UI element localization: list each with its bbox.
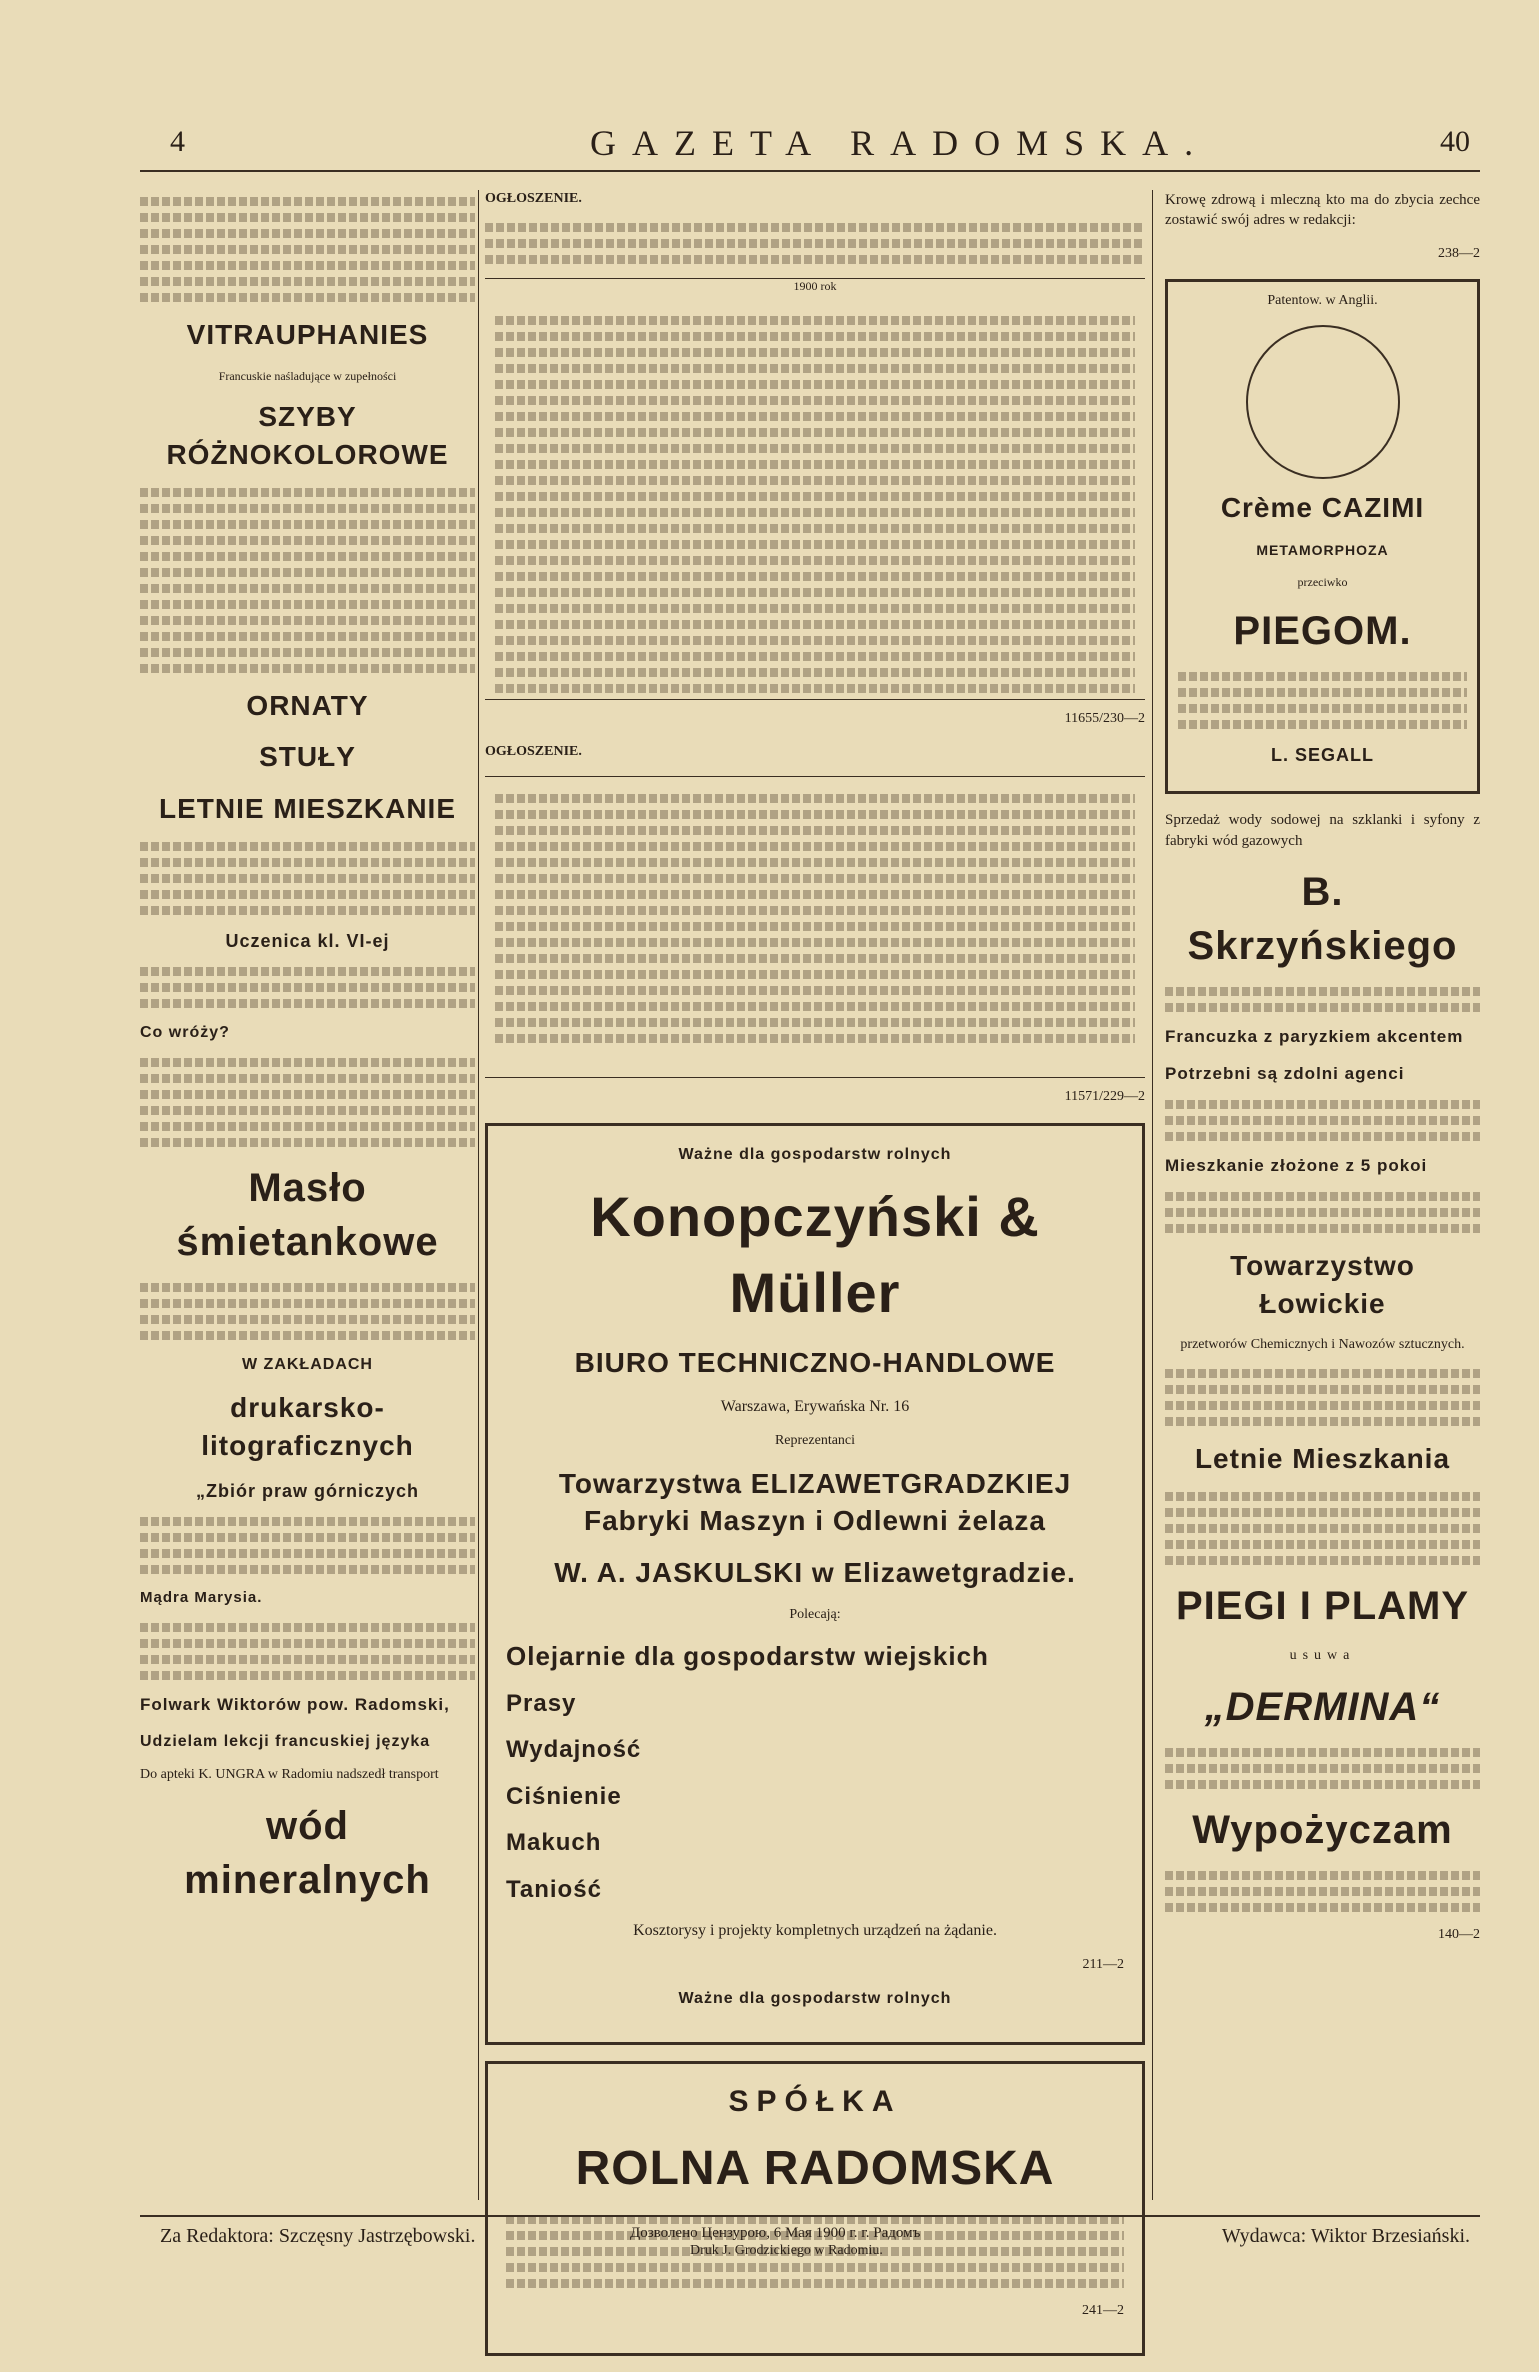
ad-body <box>140 488 475 673</box>
text: Prasy <box>506 1690 577 1717</box>
ad-heading: Letnie Mieszkania <box>1194 1443 1451 1475</box>
ad-ref: 140—2 <box>1438 1926 1480 1942</box>
ad-heading: ROLNA RADOMSKA <box>575 2141 1055 2195</box>
ad-heading: SZYBY RÓŻNOKOLOROWE <box>166 400 449 470</box>
text: W. A. JASKULSKI w Elizawetgradzie. <box>554 1557 1076 1589</box>
text: usuwa <box>1289 1648 1356 1664</box>
footer-censor: Дозволено Цензурою, 6 Мая 1900 г. г. Радомъ <box>630 2225 921 2241</box>
konopczynski-ad <box>485 1123 1145 2045</box>
ad-heading: Mieszkanie złożone z 5 pokoi <box>1165 1155 1428 1175</box>
ad-heading: LETNIE MIESZKANIE <box>158 793 456 825</box>
ad-body <box>1165 1192 1480 1233</box>
ad-body <box>1178 672 1467 729</box>
ad-heading: Masło śmietankowe <box>176 1165 439 1264</box>
announcement <box>485 743 1145 762</box>
announcement-ref: 11571/229—2 <box>1064 1088 1145 1104</box>
announcement <box>485 190 1145 209</box>
ad-body <box>1165 1369 1480 1426</box>
ad-body <box>1165 1492 1480 1565</box>
text: Reprezentanci <box>774 1432 856 1448</box>
ad-subheading: Francuskie naśladujące w zupełności <box>218 368 397 383</box>
ad-heading: W ZAKŁADACH <box>242 1355 373 1373</box>
newspaper-title: GAZETA RADOMSKA. <box>590 123 1210 163</box>
ad-heading: wód mineralnych <box>184 1804 431 1903</box>
cazimi-ad <box>1165 279 1480 794</box>
ad-heading: „Zbiór praw górniczych <box>195 1481 420 1502</box>
ad-heading: Crème CAZIMI <box>1220 492 1425 524</box>
ad-banner: Ważne dla gospodarstw rolnych <box>678 1990 952 2008</box>
anecdote-body <box>140 1623 475 1680</box>
ad-heading: Udzielam lekcji francuskiej języka <box>140 1732 431 1750</box>
ad-body: Krowę zdrową i mleczną kto ma do zbycia zechce zostawić swój adres w redakcji: <box>1165 192 1480 229</box>
portrait-emblem-icon <box>1246 325 1400 479</box>
ad-heading: VITRAUPHANIES <box>186 319 429 350</box>
ad-heading: B. Skrzyńskiego <box>1187 869 1458 968</box>
column-divider <box>1152 190 1153 2200</box>
announcement-ref: 11655/230—2 <box>1064 710 1145 726</box>
freight-table <box>485 776 1145 1078</box>
text: przetworów Chemicznych i Nawozów sztucznych. <box>1180 1337 1465 1353</box>
intro-notice <box>140 197 475 302</box>
text: L. SEGALL <box>1271 745 1374 766</box>
ad-heading: „DERMINA“ <box>1204 1684 1441 1729</box>
freight-table <box>485 278 1145 700</box>
ad-heading: Towarzystwo Łowickie <box>1230 1249 1415 1319</box>
text: Taniość <box>506 1875 602 1903</box>
column-left <box>140 190 475 1921</box>
firm-type: BIURO TECHNICZNO-HANDLOWE <box>574 1347 1056 1379</box>
ad-heading: Folwark Wiktorów pow. Radomski, <box>140 1694 450 1714</box>
text: Towarzystwa ELIZAWETGRADZKIEJ Fabryki Maszyn i Odlewni żelaza <box>558 1467 1072 1537</box>
page-footer <box>140 2215 1480 2257</box>
rolna-ad <box>485 2061 1145 2356</box>
ad-body <box>1165 1871 1480 1912</box>
footer-publisher: Wydawca: Wiktor Brzesiański. <box>1221 2225 1470 2247</box>
text: przeciwko <box>1297 574 1348 589</box>
page-header <box>140 110 1480 172</box>
text: Patentow. w Anglii. <box>1267 293 1378 309</box>
firm-address: Warszawa, Erywańska Nr. 16 <box>720 1398 910 1416</box>
anecdote-body <box>140 1058 475 1147</box>
ad-body <box>140 1283 475 1340</box>
anecdote-title: Mądra Marysia. <box>140 1589 263 1607</box>
ad-body <box>1165 987 1480 1012</box>
announcement-body <box>485 223 1145 264</box>
ad-body: Sprzedaż wody sodowej na szklanki i syfony z fabryki wód gazowych <box>1165 812 1480 849</box>
column-right <box>1165 190 1480 1959</box>
ad-body: Do apteki K. UNGRA w Radomiu nadszedł transport <box>140 1767 439 1783</box>
ad-heading: drukarsko-litograficznych <box>201 1392 414 1462</box>
ad-heading: Potrzebni są zdolni agenci <box>1165 1063 1405 1083</box>
text: Kosztorysy i projekty kompletnych urządzeń na żądanie. <box>633 1921 997 1939</box>
ad-ref: 211—2 <box>1082 1956 1124 1972</box>
text: Ciśnienie <box>506 1782 622 1810</box>
ad-heading: Uczenica kl. VI-ej <box>225 930 390 951</box>
ad-heading: SPÓŁKA <box>728 2085 902 2119</box>
ad-heading: PIEGI I PLAMY <box>1175 1584 1470 1629</box>
issue-number: 40 <box>1440 125 1470 158</box>
column-divider <box>478 190 479 2200</box>
newspaper-page <box>140 95 1480 2319</box>
column-middle <box>485 190 1145 2372</box>
ad-heading: STUŁY <box>259 741 356 773</box>
ad-banner: Ważne dla gospodarstw rolnych <box>678 1145 952 1163</box>
ad-heading: Wypożyczam <box>1192 1807 1453 1852</box>
footer-printer: Druk J. Grodzickiego w Radomiu. <box>690 2243 883 2258</box>
announcement-title: OGŁOSZENIE. <box>485 743 582 759</box>
text: METAMORPHOZA <box>1256 542 1389 559</box>
text: Makuch <box>506 1829 602 1857</box>
ad-ref: 241—2 <box>1082 2303 1124 2319</box>
ad-body <box>140 967 475 1008</box>
firm-name: Konopczyński & Müller <box>590 1185 1040 1324</box>
announcement-title: OGŁOSZENIE. <box>485 191 582 206</box>
ad-body <box>140 1517 475 1574</box>
footer-editor: Za Redaktora: Szczęsny Jastrzębowski. <box>160 2225 476 2247</box>
anecdote-title: Co wróży? <box>140 1024 230 1042</box>
text: Wydajność <box>506 1736 642 1764</box>
text: Polecają: <box>789 1607 841 1623</box>
page-number: 4 <box>170 125 185 158</box>
text: Olejarnie dla gospodarstw wiejskich <box>506 1640 989 1671</box>
ad-body <box>1165 1100 1480 1141</box>
ad-body <box>1165 1748 1480 1789</box>
ad-heading: PIEGOM. <box>1233 609 1412 654</box>
ad-ref: 238—2 <box>1438 245 1480 261</box>
table-year: 1900 rok <box>793 278 837 293</box>
ad-heading: Francuzka z paryzkiem akcentem <box>1165 1026 1464 1046</box>
ad-body <box>140 842 475 915</box>
ad-heading: ORNATY <box>246 689 369 721</box>
